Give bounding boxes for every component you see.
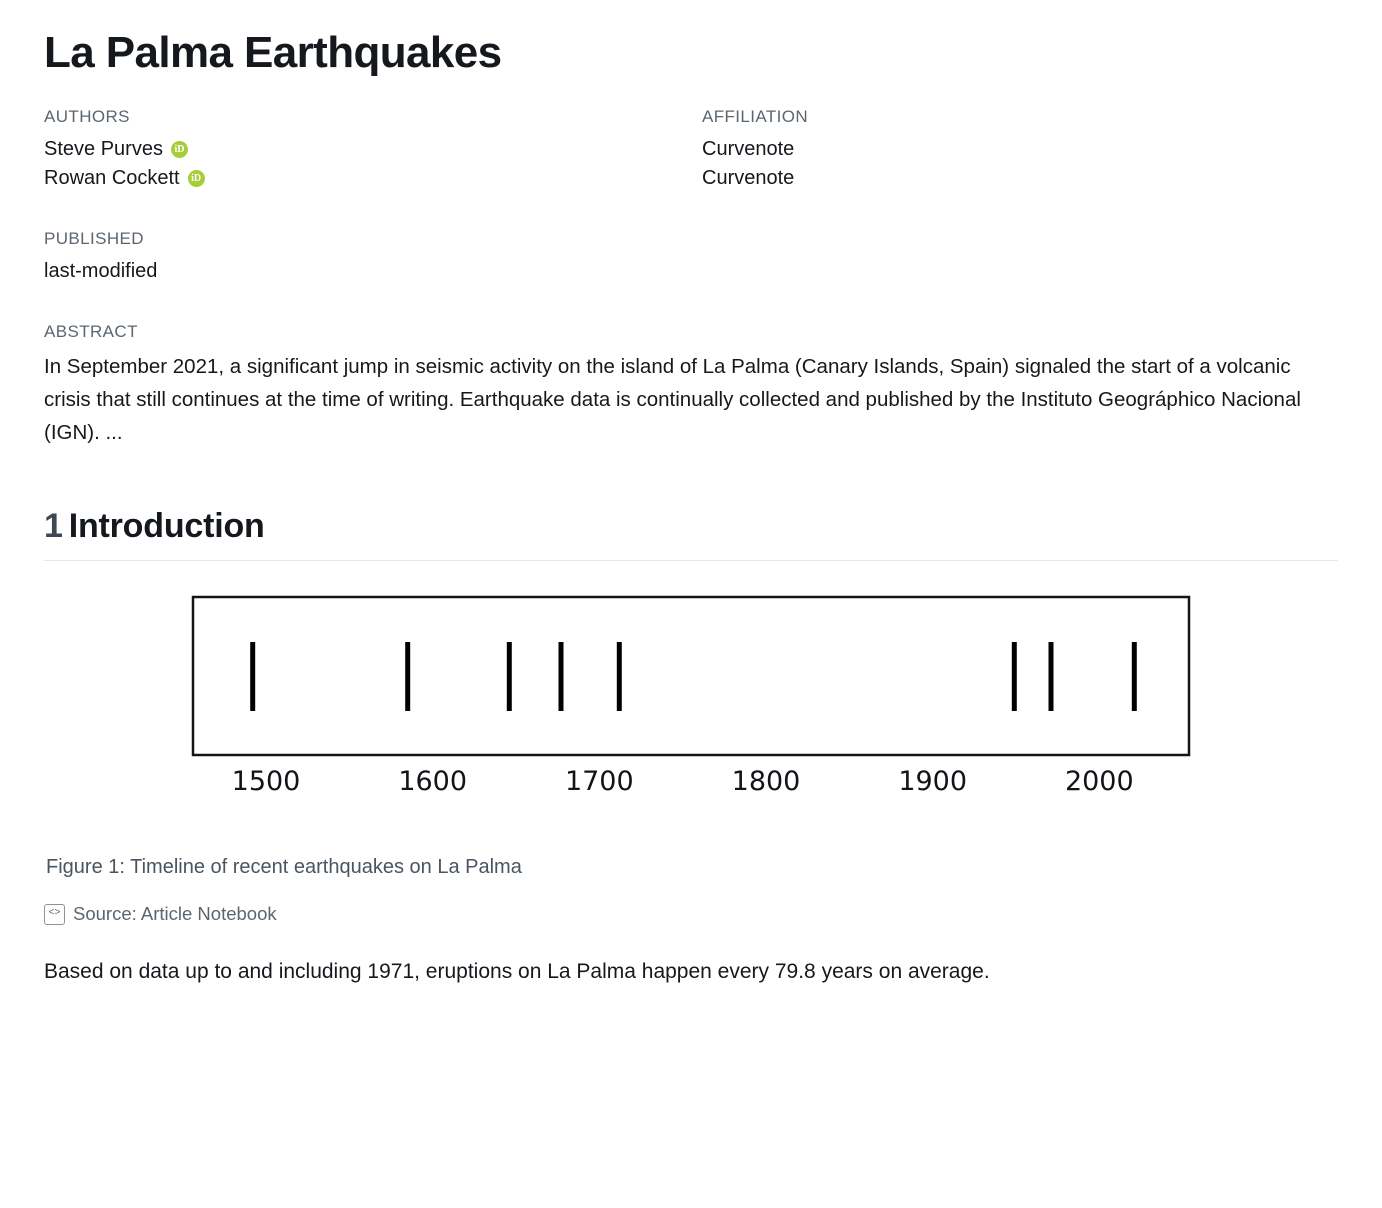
published-block (44, 229, 1338, 286)
section-heading-introduction (44, 507, 1338, 561)
figure-source-label[interactable]: Source: Article Notebook (73, 903, 277, 925)
figure-source[interactable] (44, 903, 1338, 925)
affiliation-value: Curvenote (702, 166, 795, 189)
x-tick-label: 1600 (398, 766, 468, 798)
author-name: Rowan Cockett (44, 166, 180, 189)
affiliation-value: Curvenote (702, 137, 795, 160)
abstract-block (44, 322, 1338, 450)
notebook-code-icon: <> (44, 904, 65, 925)
author-name: Steve Purves (44, 137, 163, 160)
figure-1 (44, 595, 1338, 925)
earthquake-timeline-chart (191, 595, 1191, 825)
orcid-icon[interactable] (171, 141, 188, 158)
orcid-icon[interactable] (188, 170, 205, 187)
section-paragraph: Based on data up to and including 1971, eruptions on La Palma happen every 79.8 years on average. (44, 960, 990, 984)
authors-label: AUTHORS (44, 106, 130, 126)
affiliation-column (702, 107, 1338, 193)
figure-image (191, 595, 1191, 830)
published-value: last-modified (44, 259, 158, 282)
affiliation-label: AFFILIATION (702, 106, 809, 126)
x-tick-label: 1500 (231, 766, 301, 798)
author-entry (44, 164, 702, 193)
x-tick-label: 1800 (731, 766, 801, 798)
authors-column (44, 107, 702, 193)
section-number: 1 (44, 507, 63, 546)
page-title: La Palma Earthquakes (44, 28, 502, 77)
abstract-label: ABSTRACT (44, 321, 138, 341)
section-title: Introduction (68, 507, 265, 546)
author-entry (44, 135, 702, 164)
figure-caption: Figure 1: Timeline of recent earthquakes on La Palma (46, 856, 522, 879)
published-label: PUBLISHED (44, 228, 144, 248)
x-tick-label: 2000 (1064, 766, 1134, 798)
article-metadata (44, 107, 1338, 193)
x-tick-label: 1900 (898, 766, 968, 798)
abstract-text: In September 2021, a significant jump in seismic activity on the island of La Palma (Canary Islands, Spain) signaled the start of a volcanic crisis that still continues at the time of writing. Earthquake data is continually collected and published by the Instituto Geográphico Nacional (IGN). ... (44, 354, 1301, 444)
x-tick-label: 1700 (564, 766, 634, 798)
